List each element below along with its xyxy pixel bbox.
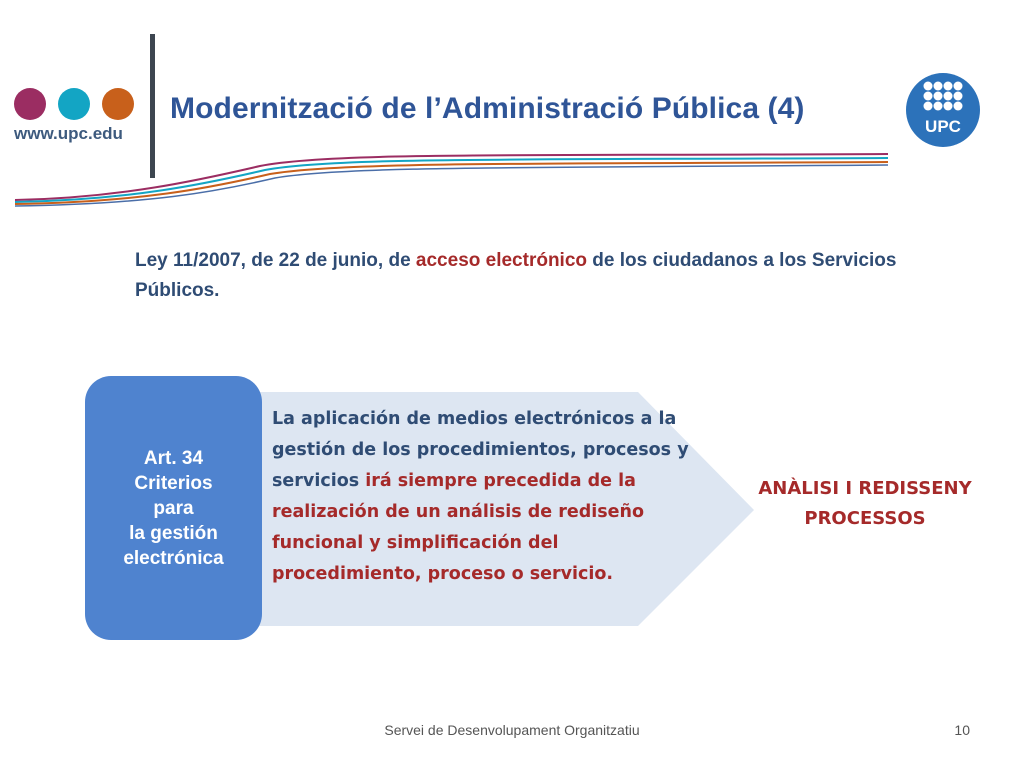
upc-logo — [903, 70, 983, 150]
law-highlight: acceso electrónico — [415, 250, 588, 271]
analysis-line-1: ANÀLISI I REDISSENY — [758, 478, 972, 499]
orange-dot — [102, 88, 134, 120]
article-line-1: Art. 34 — [143, 447, 204, 469]
upc-logo-text: UPC — [925, 117, 961, 136]
article-line-3: para — [153, 497, 194, 519]
article-line-4: la gestión — [129, 522, 218, 544]
analysis-line-2: PROCESSOS — [804, 508, 926, 529]
analysis-label — [730, 474, 1000, 534]
article-line-2: Criterios — [134, 472, 213, 494]
footer-text: Servei de Desenvolupament Organitzatiu — [384, 722, 640, 738]
law-reference — [135, 246, 905, 306]
website-url[interactable]: www.upc.edu — [14, 124, 123, 143]
body-text-highlight: irá siempre precedida de la realización de un análisis de rediseño funcional y simplificación del procedimiento, proceso o servicio. — [272, 471, 645, 584]
cyan-dot — [58, 88, 90, 120]
article-line-5: electrónica — [123, 547, 224, 569]
article-box — [85, 376, 262, 640]
decorative-swoosh — [0, 140, 890, 210]
law-text-part2: de los ciudadanos a los Servicios Públicos. — [135, 250, 897, 301]
page-number: 10 — [954, 722, 970, 738]
body-text-normal: La aplicación de medios electrónicos a la gestión de los procedimientos, procesos y servicios — [272, 409, 689, 491]
purple-dot — [14, 88, 46, 120]
law-text-part1: Ley 11/2007, de 22 de junio, de — [135, 250, 416, 271]
article-body-text — [272, 404, 702, 590]
page-title: Modernització de l’Administració Pública (4) — [170, 92, 805, 125]
